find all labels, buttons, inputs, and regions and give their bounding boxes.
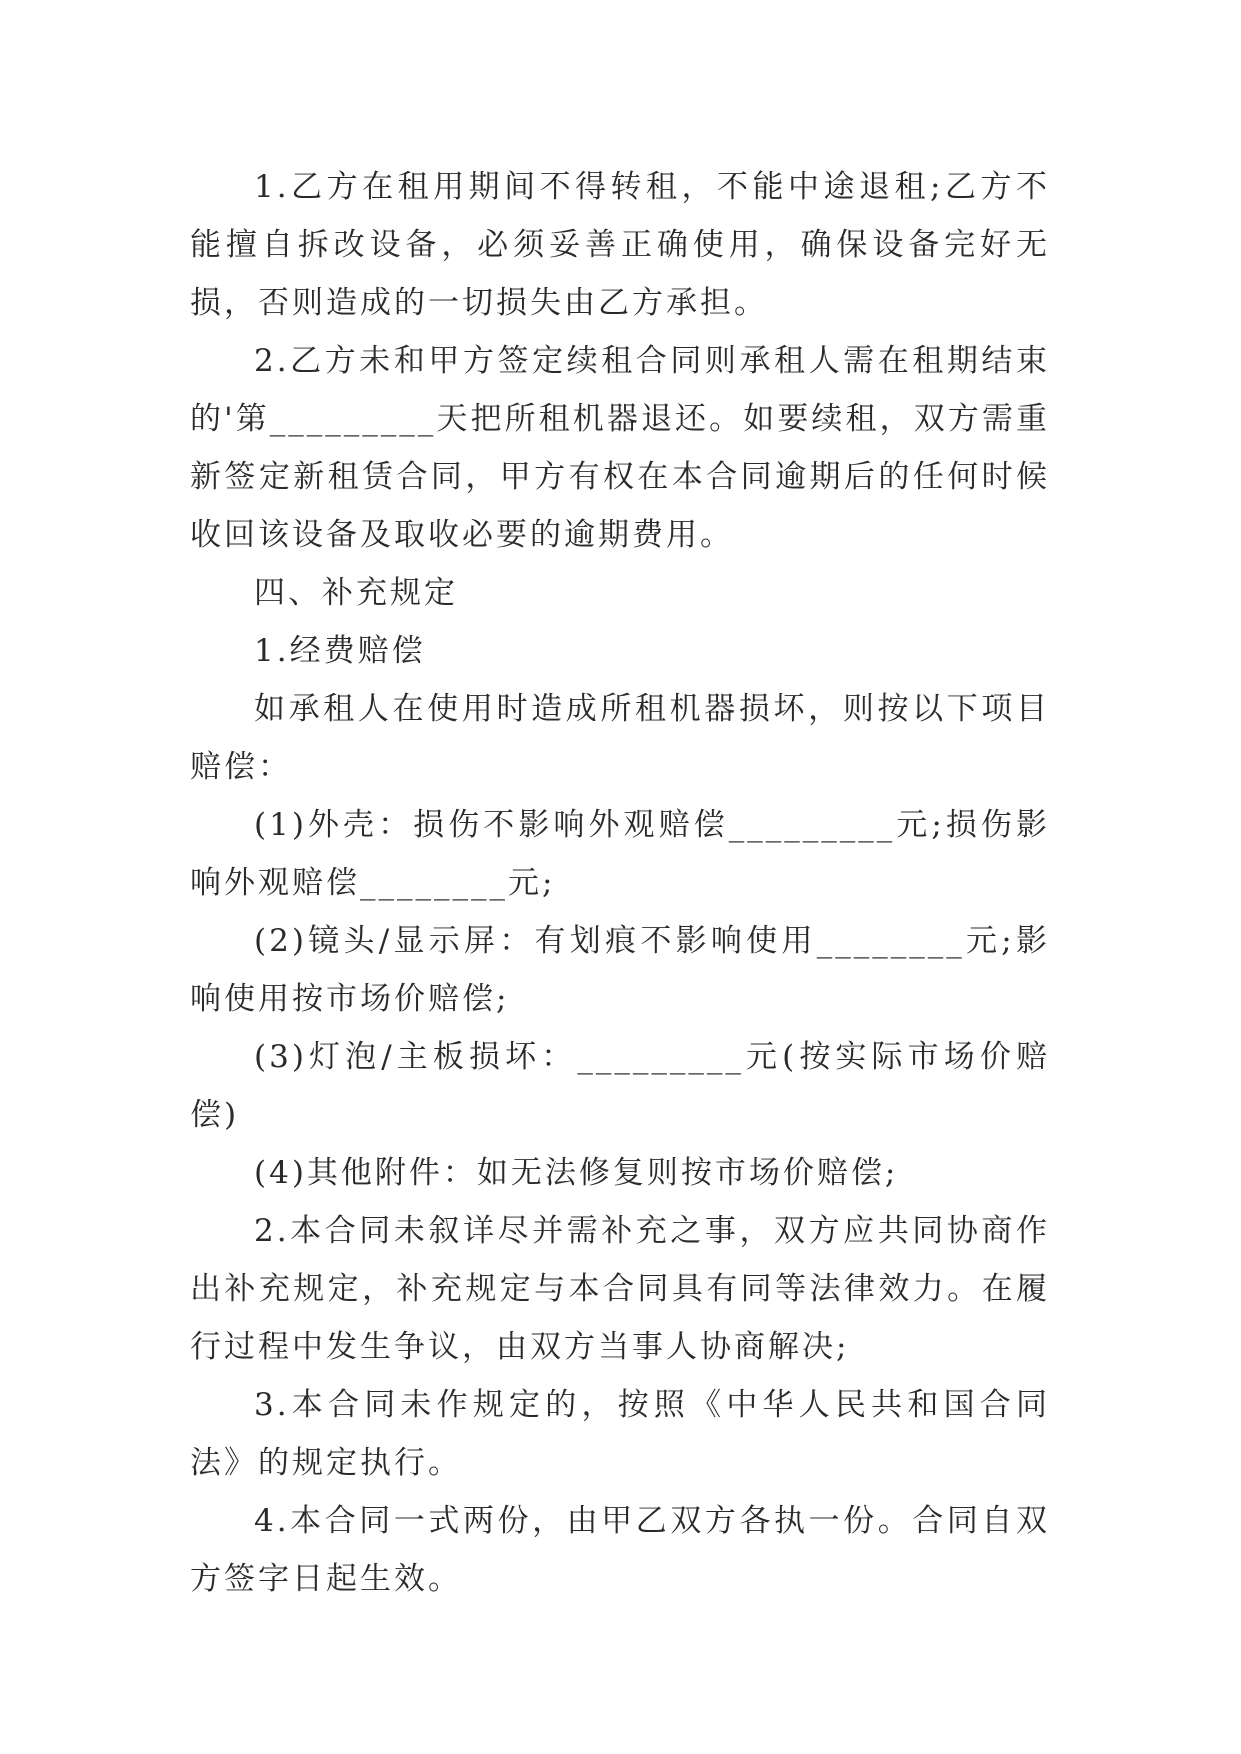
clause-return-equipment: 2.乙方未和甲方签定续租合同则承租人需在租期结束的'第_________天把所租机器退还。如要续租，双方需重新签定新租赁合同，甲方有权在本合同逾期后的任何时候收回该设备及取收必要的逾期费用。 bbox=[190, 343, 1050, 553]
clause-contract-law: 3.本合同未作规定的，按照《中华人民共和国合同法》的规定执行。 bbox=[190, 1387, 1050, 1481]
item-shell: (1)外壳：损伤不影响外观赔偿_________元;损伤影响外观赔偿________元; bbox=[190, 807, 1050, 901]
item-bulb-board: (3)灯泡/主板损坏：_________元(按实际市场价赔偿) bbox=[190, 1039, 1050, 1133]
item-lens-screen: (2)镜头/显示屏：有划痕不影响使用________元;影响使用按市场价赔偿; bbox=[190, 923, 1050, 1017]
clause-copies-effective: 4.本合同一式两份，由甲乙双方各执一份。合同自双方签字日起生效。 bbox=[190, 1503, 1050, 1597]
compensation-intro: 如承租人在使用时造成所租机器损坏，则按以下项目赔偿： bbox=[190, 691, 1050, 785]
item-accessories: (4)其他附件：如无法修复则按市场价赔偿; bbox=[254, 1155, 899, 1191]
section-heading-supplementary: 四、补充规定 bbox=[254, 575, 458, 611]
clause-no-sublease: 1.乙方在租用期间不得转租，不能中途退租;乙方不能擅自拆改设备，必须妥善正确使用，确保设备完好无损，否则造成的一切损失由乙方承担。 bbox=[190, 169, 1050, 321]
subheading-compensation: 1.经费赔偿 bbox=[254, 633, 426, 669]
contract-body bbox=[190, 158, 1050, 1608]
clause-supplement: 2.本合同未叙详尽并需补充之事，双方应共同协商作出补充规定，补充规定与本合同具有同等法律效力。在履行过程中发生争议，由双方当事人协商解决; bbox=[190, 1213, 1050, 1365]
